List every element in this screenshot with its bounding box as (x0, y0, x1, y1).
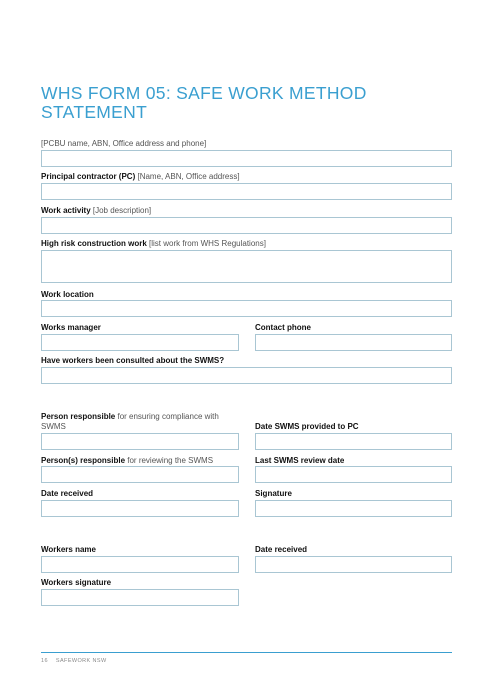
footer-divider (41, 652, 452, 653)
date-provided-label (255, 422, 359, 432)
principal-contractor-label (41, 172, 240, 182)
footer-brand: SAFEWORK NSW (55, 658, 107, 664)
date-received-2-label (255, 545, 307, 555)
contact-phone-label-text: Contact phone (255, 323, 311, 332)
pcbu-field[interactable] (41, 150, 452, 167)
person-responsible-label-text: Person responsible (41, 412, 116, 421)
workers-consulted-label-text: Have workers been consulted about the SWMS? (41, 356, 225, 365)
workers-name-label (41, 545, 96, 555)
date-provided-field[interactable] (255, 433, 452, 450)
principal-contractor-hint: [Name, ABN, Office address] (135, 172, 240, 181)
high-risk-label-text: High risk construction work (41, 239, 147, 248)
date-received-field[interactable] (41, 500, 239, 517)
form-title: WHS FORM 05: SAFE WORK METHOD STATEMENT (41, 83, 367, 122)
contact-phone-field[interactable] (255, 334, 452, 351)
high-risk-label (41, 239, 266, 249)
date-received-2-field[interactable] (255, 556, 452, 573)
workers-name-label-text: Workers name (41, 545, 96, 554)
workers-name-field[interactable] (41, 556, 239, 573)
date-received-label (41, 489, 93, 499)
work-activity-label (41, 206, 151, 216)
workers-consulted-label (41, 356, 224, 366)
person-responsible-label (41, 412, 231, 432)
work-location-label-text: Work location (41, 290, 94, 299)
work-location-field[interactable] (41, 300, 452, 317)
work-activity-hint: [Job description] (90, 206, 152, 215)
work-activity-label-text: Work activity (41, 206, 91, 215)
persons-reviewing-label-text: Person(s) responsible (41, 456, 126, 465)
works-manager-label-text: Works manager (41, 323, 101, 332)
persons-reviewing-label (41, 456, 213, 466)
workers-consulted-field[interactable] (41, 367, 452, 384)
work-location-label (41, 290, 94, 300)
date-received-label-text: Date received (41, 489, 94, 498)
workers-signature-field[interactable] (41, 589, 239, 606)
principal-contractor-field[interactable] (41, 183, 452, 200)
high-risk-hint: [list work from WHS Regulations] (146, 239, 266, 248)
persons-reviewing-hint: for reviewing the SWMS (125, 456, 214, 465)
signature-field[interactable] (255, 500, 452, 517)
work-activity-field[interactable] (41, 217, 452, 234)
pcbu-hint: [PCBU name, ABN, Office address and phone] (41, 139, 207, 148)
pcbu-label (41, 139, 206, 149)
date-provided-label-text: Date SWMS provided to PC (255, 422, 359, 431)
principal-contractor-label-text: Principal contractor (PC) (41, 172, 136, 181)
contact-phone-label (255, 323, 311, 333)
last-review-field[interactable] (255, 466, 452, 483)
signature-label-text: Signature (255, 489, 292, 498)
signature-label (255, 489, 292, 499)
last-review-label (255, 456, 344, 466)
last-review-label-text: Last SWMS review date (255, 456, 345, 465)
workers-signature-label (41, 578, 111, 588)
works-manager-label (41, 323, 101, 333)
date-received-2-label-text: Date received (255, 545, 308, 554)
person-responsible-hint: for ensuring compliance with SWMS (41, 412, 219, 431)
page-number: 16 (41, 658, 48, 664)
footer (41, 658, 115, 664)
high-risk-field[interactable] (41, 250, 452, 283)
workers-signature-label-text: Workers signature (41, 578, 112, 587)
persons-reviewing-field[interactable] (41, 466, 239, 483)
person-responsible-field[interactable] (41, 433, 239, 450)
works-manager-field[interactable] (41, 334, 239, 351)
